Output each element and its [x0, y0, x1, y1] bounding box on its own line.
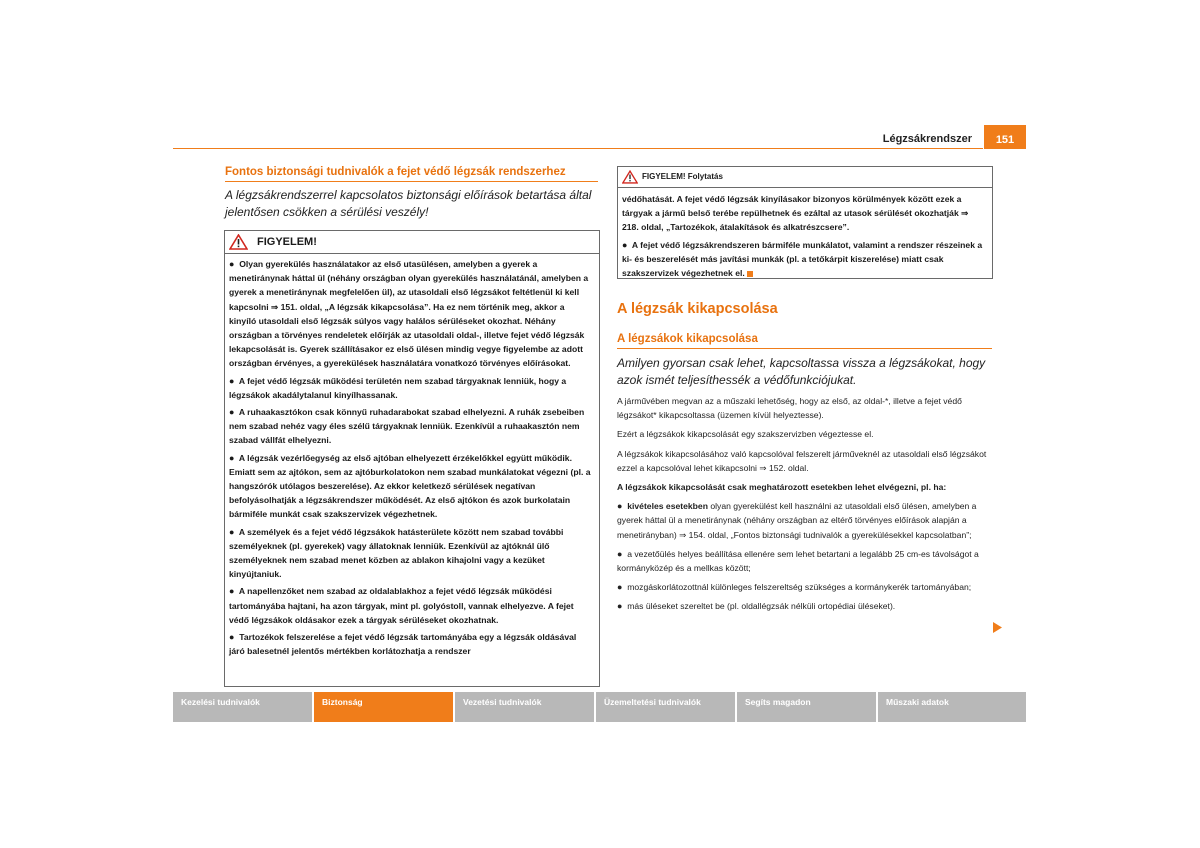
bullet-icon: ● — [617, 601, 623, 612]
list-item: ● a vezetőülés helyes beállítása ellenére sem lehet betartani a legalább 25 cm-es távolságot a kormányközép és a mellkas között; — [617, 548, 979, 574]
warning-paragraph: ● A fejet védő légzsák működési területén nem szabad tárgyaknak lenniük, hogy a légzsákok akadálytalanul kinyílhassanak. — [229, 375, 567, 400]
warning-title: FIGYELEM! — [257, 236, 317, 248]
warning-paragraph: védőhatását. A fejet védő légzsák kinyílásakor bizonyos körülmények között ezek a tárgyak a jármű belső terébe repülhetnek és ezáltal az utasok sérülését okozhatják ⇒ 218. oldal, „Tartozékok, átalakítások és alkatrészcsere”. — [622, 194, 969, 233]
warning-paragraph: ● A ruhaakasztókon csak könnyű ruhadarabokat szabad elhelyezni. A ruhák zsebeiben nem szabad nehéz vagy éles szélű tárgyaknak lenniük. Ezenkívül a ruhaakasztón nem szabad vállfát elhelyezni. — [229, 407, 585, 446]
page-number: 151 — [995, 134, 1015, 146]
warning-paragraph: ● A légzsák vezérlőegység az első ajtóban elhelyezett érzékelőkkel együtt működik. Emiatt sem az ajtókon, sem az ajtóburkolatokon nem szabad munkálatokat végezni (pl. a hangszórók utólagos beszerelése). Az ekkor keletkező sérülések negatívan befolyásolhatják a légzsákrendszer működését. Az első ajtókon és azok burkolatain bármiféle munkát csak szakszervizek végezhetnek. — [229, 452, 591, 520]
bullet-icon: ● — [622, 239, 628, 250]
section-heading-safety: Fontos biztonsági tudnivalók a fejet védő légzsák rendszerhez — [225, 166, 566, 178]
body-paragraph: Ezért a légzsákok kikapcsolását egy szakszervizben végeztesse el. — [617, 429, 874, 440]
bullet-icon: ● — [229, 632, 235, 643]
bullet-icon: ● — [229, 375, 235, 386]
warning-paragraph: ● A személyek és a fejet védő légzsákok hatásterülete között nem szabad további személyeknek (pl. gyerekek) vagy állatoknak lenniük. Ezenkívül az ajtóknál ülő személyeknek nem szabad menet közben az ablakon kihajolni vagy a kezüket kinyújtaniuk. — [229, 526, 564, 580]
warning-continued-header — [618, 167, 992, 188]
bullet-icon: ● — [229, 407, 235, 418]
warning-triangle-icon — [622, 170, 638, 189]
warning-continued-body — [618, 188, 992, 280]
list-item: ● mozgáskorlátozottnál különleges felszereltség szükséges a kormánykerék tartományában; — [617, 582, 972, 593]
running-header-title: Légzsákrendszer — [882, 133, 972, 145]
main-heading: A légzsák kikapcsolása — [617, 301, 778, 317]
warning-paragraph: ● A fejet védő légzsákrendszeren bármiféle munkálatot, valamint a rendszer részeinek a ki- és beszerelését más javítási munkák (pl. a tetőkárpit kiszerelése) miatt csak szakszervizek végezhetnek el. — [622, 239, 983, 279]
section-heading-rule — [225, 181, 598, 182]
warning-paragraph: ● Tartozékok felszerelése a fejet védő légzsák tartományába egy a légzsák oldásával járó balesetnél jelentős mértékben korlátozhatja a rendszer — [229, 632, 577, 657]
nav-tab-uzemeltetesi[interactable]: Üzemeltetési tudnivalók — [596, 692, 735, 722]
warning-triangle-icon — [229, 234, 248, 255]
bullet-icon: ● — [229, 526, 235, 537]
nav-tab-kezelesi[interactable]: Kezelési tudnivalók — [173, 692, 312, 722]
section-lead: A légzsákrendszerrel kapcsolatos biztonsági előírások betartása által jelentősen csökken a sérülési veszély! — [225, 188, 592, 219]
warning-paragraph: ● Olyan gyerekülés használatakor az első utasülésen, amelyben a gyerek a menetiránynak háttal ül (néhány országban olyan gyerekülés használatánál, amelyben a gyerek a menetiránynak megfelelően ül), az utasoldali első légzsákot feltétlenül ki kell kapcsolni ⇒ 151. oldal, „A légzsák kikapcsolása”. Ha ez nem történik meg, akkor a kinyíló utasoldali első légzsák súlyos vagy halálos sérüléseket okozhat. Néhány országban a törvényes rendeletek előírják az utasoldali oldal-, illetve fejet védő légzsák lekapcsolását is. Gyerek szállításakor ez első ülésen mindig vegye figyelembe az adott országban érvényes, a gyerekülések használatára vonatkozó törvényes előírásokat. — [229, 259, 589, 369]
right-body — [617, 394, 991, 619]
sub-heading-rule — [617, 348, 992, 349]
bullet-icon: ● — [229, 259, 235, 269]
bullet-icon: ● — [617, 582, 623, 593]
continue-arrow-icon — [993, 620, 1002, 638]
body-paragraph: A járművében megvan az a műszaki lehetőség, hogy az első, az oldal-*, illetve a fejet védő légzsákot* kikapcsoltassa (üzemen kívül helyeztesse). — [617, 396, 962, 421]
list-item: ● más üléseket szereltet be (pl. oldallégzsák nélküli ortopédiai üléseket). — [617, 601, 896, 612]
bullet-icon: ● — [617, 501, 623, 512]
bullet-icon: ● — [229, 452, 235, 463]
sub-heading: A légzsákok kikapcsolása — [617, 333, 758, 345]
end-marker-icon — [747, 271, 753, 277]
warning-header — [225, 231, 599, 254]
warning-box — [224, 230, 600, 687]
page-number-badge — [984, 125, 1026, 149]
list-item: ● kivételes esetekben olyan gyerekülést kell használni az utasoldali első ülésen, amelyben a gyerek háttal ül a menetiránynak (néhány országban az eltérő törvényes előírások alapján a menetirányban) ⇒ 154. oldal, „Fontos biztonsági tudnivalók a gyerekülésekkel kapcsolatban”; — [617, 501, 977, 540]
nav-tab-vezetesi[interactable]: Vezetési tudnivalók — [455, 692, 594, 722]
warning-body — [225, 254, 599, 658]
nav-tab-muszaki[interactable]: Műszaki adatok — [878, 692, 1026, 722]
body-paragraph-bold: A légzsákok kikapcsolását csak meghatározott esetekben lehet elvégezni, pl. ha: — [617, 482, 947, 493]
sub-lead: Amilyen gyorsan csak lehet, kapcsoltassa vissza a légzsákokat, hogy azok ismét teljesíthessék a védőfunkciójukat. — [617, 356, 986, 387]
body-paragraph: A légzsákok kikapcsolásához való kapcsolóval felszerelt járműveknél az utasoldali első légzsákot ezzel a kapcsolóval lehet kikapcsolni ⇒ 152. oldal. — [617, 448, 987, 473]
header-rule — [173, 148, 983, 149]
bullet-icon: ● — [229, 586, 235, 597]
bullet-icon: ● — [617, 548, 623, 559]
warning-continued-box — [617, 166, 993, 279]
nav-tab-biztonsag[interactable]: Biztonság — [314, 692, 453, 722]
warning-continued-title: FIGYELEM! Folytatás — [642, 172, 723, 181]
nav-tab-segits[interactable]: Segíts magadon — [737, 692, 876, 722]
warning-paragraph: ● A napellenzőket nem szabad az oldalablakhoz a fejet védő légzsák működési tartományába hajtani, ha azon tárgyak, mint pl. golyóstoll, vannak elhelyezve. A fejet védő légzsákok oldásakor ezek a tárgyak sérüléseket okozhatnak. — [229, 586, 574, 625]
